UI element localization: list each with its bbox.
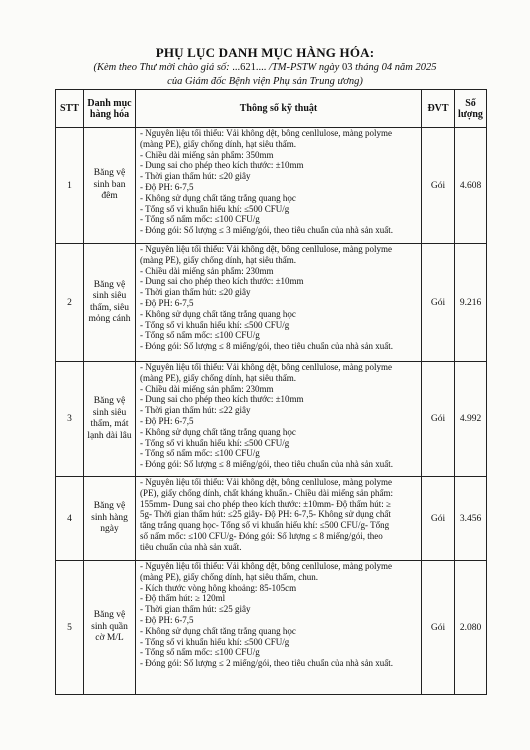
table-row (56, 477, 487, 561)
table-header-row (56, 90, 487, 128)
spec-line: (màng PE), giấy chống dính, hạt siêu thấm, chun. (140, 571, 318, 582)
spec-line: - Độ PH: 6-7,5 (140, 297, 194, 308)
document-subtitle-line2: của Giám đốc Bệnh viện Phụ sản Trung ương) (167, 76, 363, 87)
row-stt: 1 (56, 128, 84, 244)
row-stt: 3 (56, 362, 84, 477)
spec-line: - Dung sai cho phép theo kích thước: ±10mm (140, 276, 304, 287)
spec-line: - Tổng số vi khuẩn hiếu khí: ≤500 CFU/g (140, 437, 290, 448)
spec-line: - Thời gian thấm hút: ≤20 giây (140, 287, 251, 298)
spec-line: - Nguyên liệu tối thiểu: Vải không dệt, bông cenllulose, màng polyme (140, 561, 393, 571)
spec-line: - Độ thấm hút: ≥ 120ml (140, 593, 226, 604)
spec-line: - Chiều dài miếng sản phẩm: 350mm (140, 149, 274, 160)
table-row (56, 244, 487, 362)
row-quantity: 3.456 (455, 477, 487, 561)
spec-line: - Đóng gói: Số lượng ≤ 8 miếng/gói, theo tiêu chuẩn của nhà sản xuất. (140, 341, 394, 352)
header-quantity: Số lượng (455, 90, 487, 128)
row-spec (136, 128, 422, 244)
spec-line: (màng PE), giấy chống dính, hạt siêu thấm. (140, 372, 296, 383)
row-item-name: Băng vệ sinh quần cờ M/L (84, 561, 136, 695)
spec-line: - Không sử dụng chất tăng trắng quang học (140, 308, 296, 319)
row-unit: Gói (422, 362, 455, 477)
table-row (56, 362, 487, 477)
row-item-name: Băng vệ sinh siêu thấm, mát lạnh dài lâu (84, 362, 136, 477)
row-quantity: 2.080 (455, 561, 487, 695)
spec-line: (PE), giấy chống dính, chất kháng khuẩn.- Chiều dài miếng sản phẩm: (140, 487, 393, 498)
row-unit: Gói (422, 128, 455, 244)
subtitle-mid: /TM-PSTW ngày (266, 62, 342, 73)
row-spec (136, 477, 422, 561)
invitation-day: 03 (341, 62, 353, 73)
spec-line: - Tổng số nấm mốc: ≤100 CFU/g (140, 448, 260, 459)
row-quantity: 4.992 (455, 362, 487, 477)
spec-line: - Thời gian thấm hút: ≤22 giây (140, 405, 251, 416)
row-quantity: 9.216 (455, 244, 487, 362)
spec-line: số nấm mốc: ≤100 CFU/g- Đóng gói: Số lượng ≤ 8 miếng/gói, theo (140, 530, 383, 541)
row-quantity: 4.608 (455, 128, 487, 244)
spec-line: - Độ PH: 6-7,5 (140, 181, 194, 192)
row-unit: Gói (422, 561, 455, 695)
spec-line: - Không sử dụng chất tăng trắng quang học (140, 625, 296, 636)
header-spec: Thông số kỹ thuật (136, 90, 422, 128)
spec-line: - Nguyên liệu tối thiểu: Vải không dệt, bông cenllulose, màng polyme (140, 244, 393, 254)
document-title: PHỤ LỤC DANH MỤC HÀNG HÓA: (155, 45, 375, 60)
subtitle-suffix: tháng 04 năm 2025 (352, 62, 437, 73)
row-spec (136, 362, 422, 477)
table-row (56, 561, 487, 695)
spec-line: - Độ PH: 6-7,5 (140, 415, 194, 426)
spec-line: - Không sử dụng chất tăng trắng quang học (140, 192, 296, 203)
spec-line: - Nguyên liệu tối thiểu: Vải không dệt, bông cenllulose, màng polyme (140, 477, 393, 487)
row-unit: Gói (422, 477, 455, 561)
spec-line: - Tổng số nấm mốc: ≤100 CFU/g (140, 214, 260, 225)
document-subtitle (0, 62, 530, 73)
spec-line: tiêu chuẩn của nhà sản xuất. (140, 541, 242, 552)
header-unit: ĐVT (422, 90, 455, 128)
row-unit: Gói (422, 244, 455, 362)
spec-line: tăng trắng quang học- Tổng số vi khuẩn hiếu khí: ≤500 CFU/g- Tổng (140, 520, 390, 531)
spec-line: (màng PE), giấy chống dính, hạt siêu thấm. (140, 138, 296, 149)
row-item-name: Băng vệ sinh hàng ngày (84, 477, 136, 561)
spec-line: 155mm- Dung sai cho phép theo kích thước: ±10mm- Độ thấm hút: ≥ (140, 498, 391, 509)
spec-line: - Dung sai cho phép theo kích thước: ±10mm (140, 394, 304, 405)
spec-line: - Nguyên liệu tối thiểu: Vải không dệt, bông cenllulose, màng polyme (140, 128, 393, 138)
row-spec (136, 561, 422, 695)
spec-line: - Tổng số nấm mốc: ≤100 CFU/g (140, 330, 260, 341)
invitation-number: ...621.... (232, 62, 267, 73)
spec-line: (màng PE), giấy chống dính, hạt siêu thấm. (140, 254, 296, 265)
subtitle-prefix: (Kèm theo Thư mời chào giá số: (93, 62, 233, 73)
spec-line: - Thời gian thấm hút: ≤20 giây (140, 171, 251, 182)
spec-line: - Không sử dụng chất tăng trắng quang học (140, 426, 296, 437)
spec-line: 5g- Thời gian thấm hút: ≤25 giây- Độ PH: 6-7,5- Không sử dụng chất (140, 509, 391, 520)
row-stt: 2 (56, 244, 84, 362)
spec-line: - Thời gian thấm hút: ≤25 giây (140, 604, 251, 615)
spec-line: - Tổng số nấm mốc: ≤100 CFU/g (140, 647, 260, 658)
spec-line: - Tổng số vi khuẩn hiếu khí: ≤500 CFU/g (140, 636, 290, 647)
spec-line: - Độ PH: 6-7,5 (140, 614, 194, 625)
table-row (56, 128, 487, 244)
spec-line: - Tổng số vi khuẩn hiếu khí: ≤500 CFU/g (140, 203, 290, 214)
row-stt: 4 (56, 477, 84, 561)
spec-line: - Kích thước vòng hông khoảng: 85-105cm (140, 582, 297, 593)
row-item-name: Băng vệ sinh ban đêm (84, 128, 136, 244)
spec-line: - Tổng số vi khuẩn hiếu khí: ≤500 CFU/g (140, 319, 290, 330)
goods-table (55, 89, 487, 695)
spec-line: - Chiều dài miếng sản phẩm: 230mm (140, 265, 274, 276)
table-body (56, 128, 487, 695)
spec-line: - Chiều dài miếng sản phẩm: 230mm (140, 383, 274, 394)
spec-line: - Đóng gói: Số lượng ≤ 3 miếng/gói, theo tiêu chuẩn của nhà sản xuất. (140, 225, 394, 236)
spec-line: - Đóng gói: Số lượng ≤ 2 miếng/gói, theo tiêu chuẩn của nhà sản xuất. (140, 658, 394, 669)
spec-line: - Đóng gói: Số lượng ≤ 8 miếng/gói, theo tiêu chuẩn của nhà sản xuất. (140, 459, 394, 470)
spec-line: - Dung sai cho phép theo kích thước: ±10mm (140, 160, 304, 171)
header-stt: STT (56, 90, 84, 128)
row-spec (136, 244, 422, 362)
row-item-name: Băng vệ sinh siêu thấm, siêu mỏng cánh (84, 244, 136, 362)
row-stt: 5 (56, 561, 84, 695)
spec-line: - Nguyên liệu tối thiểu: Vải không dệt, bông cenllulose, màng polyme (140, 362, 393, 372)
header-item-name: Danh mục hàng hóa (84, 90, 136, 128)
